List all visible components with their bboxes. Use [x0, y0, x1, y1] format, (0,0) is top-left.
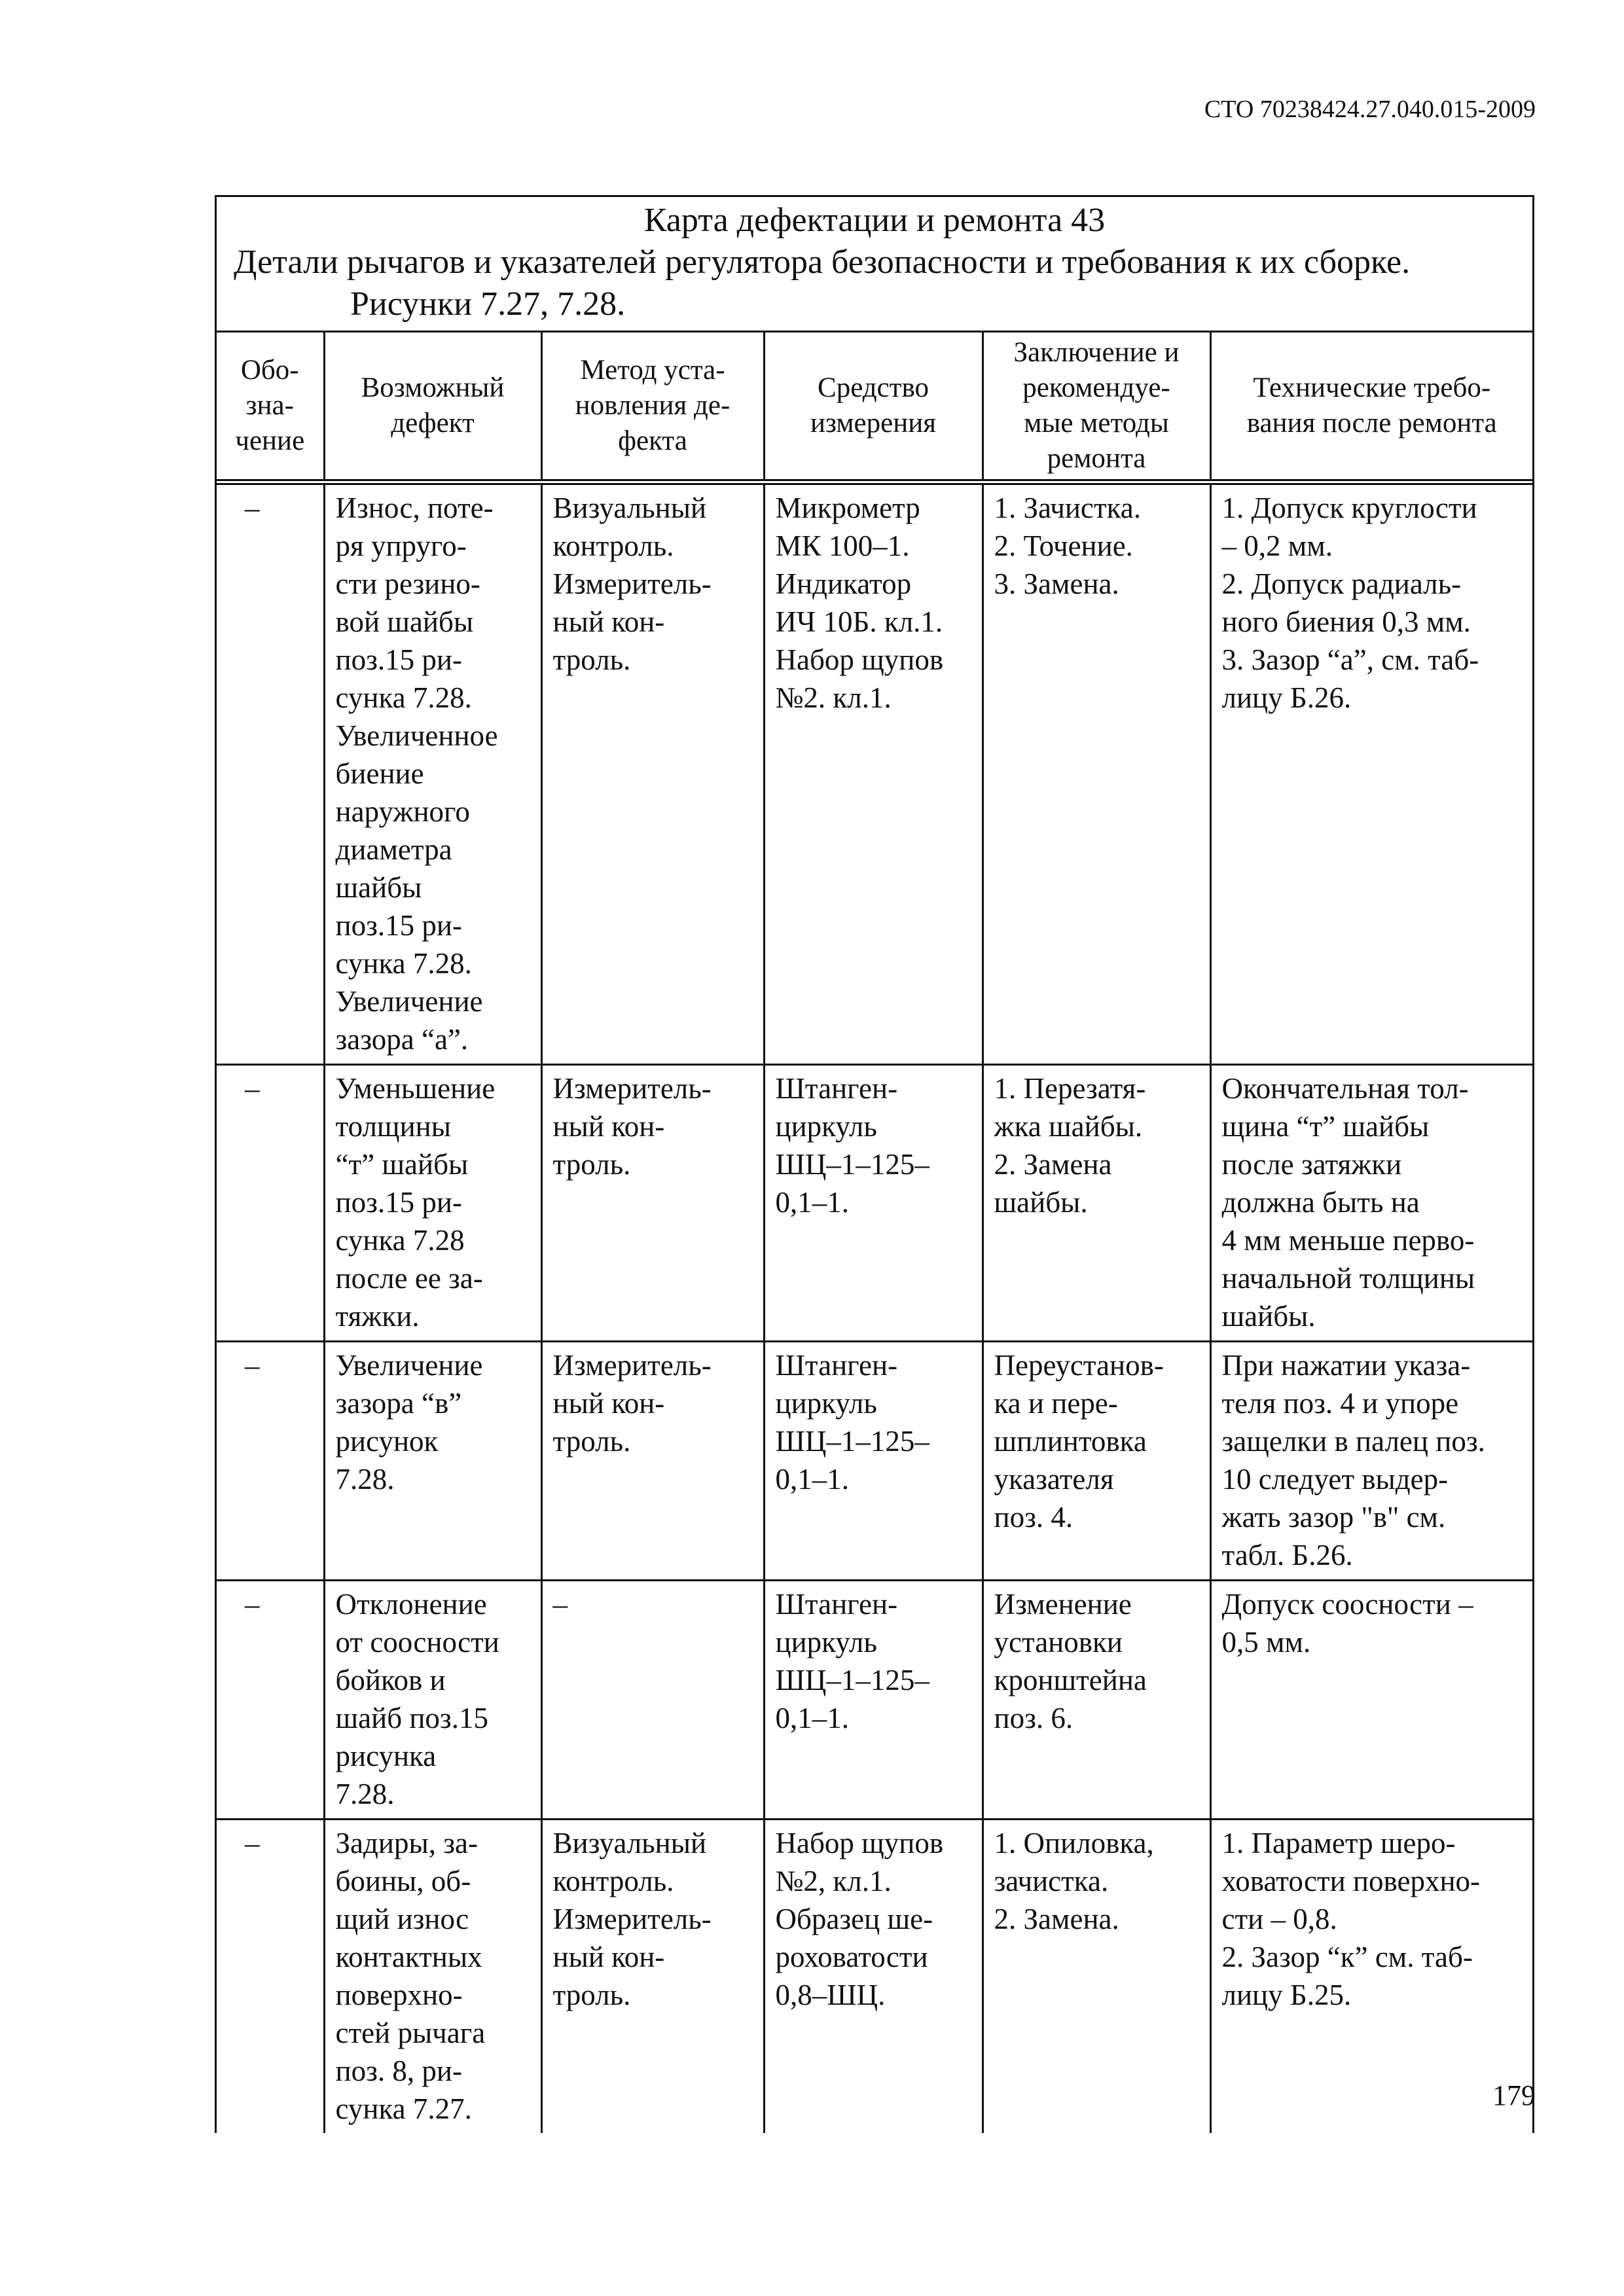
defect-cell	[324, 1065, 541, 1342]
tool-line: 0,1–1.	[775, 1702, 849, 1734]
tool-line: Штанген-	[775, 1072, 898, 1105]
method-cell	[541, 1820, 764, 2134]
requirements-line: шайбы.	[1221, 1300, 1316, 1333]
requirements-cell	[1210, 1581, 1532, 1820]
table-row	[217, 1065, 1532, 1342]
requirements-line: – 0,2 мм.	[1221, 529, 1333, 562]
method-line: Измеритель-	[552, 1072, 712, 1105]
tool-header	[764, 332, 983, 482]
requirements-line: 3. Зазор “а”, см. таб-	[1221, 643, 1479, 676]
requirements-line: ховатости поверхно-	[1221, 1865, 1481, 1897]
document-code: СТО 70238424.27.040.015-2009	[1204, 96, 1536, 123]
tool-line: 0,1–1.	[775, 1186, 849, 1219]
header-line: дефект	[391, 408, 475, 439]
requirements-line: При нажатии указа-	[1221, 1349, 1471, 1382]
tool-cell	[764, 482, 983, 1065]
designation-line: –	[245, 1827, 260, 1859]
defect-card	[215, 195, 1534, 2133]
requirements-cell	[1210, 1820, 1532, 2134]
designation-cell	[217, 1065, 324, 1342]
defect-cell	[324, 482, 541, 1065]
defect-line: 7.28.	[335, 1463, 395, 1496]
header-line: мые методы	[1024, 408, 1169, 439]
requirements-cell	[1210, 482, 1532, 1065]
requirements-cell	[1210, 1342, 1532, 1581]
method-line: троль.	[552, 1148, 631, 1181]
defect-line: Увеличенное	[335, 719, 498, 752]
conclusion-line: 1. Перезатя-	[994, 1072, 1146, 1105]
requirements-line: Окончательная тол-	[1221, 1072, 1469, 1105]
page-number: 179	[1492, 2079, 1536, 2111]
defect-line: от соосности	[335, 1626, 499, 1659]
conclusion-line: 2. Замена.	[994, 1903, 1119, 1935]
requirements-line: 1. Допуск круглости	[1221, 492, 1477, 524]
designation-line: –	[245, 1349, 260, 1382]
header-line: Метод уста-	[580, 355, 725, 386]
method-cell	[541, 1065, 764, 1342]
conclusion-cell	[983, 1581, 1210, 1820]
conclusion-line: шплинтовка	[994, 1425, 1147, 1458]
tool-line: циркуль	[775, 1626, 877, 1659]
requirements-cell	[1210, 1065, 1532, 1342]
tool-line: 0,8–ШЦ.	[775, 1979, 886, 2011]
defect-line: диаметра	[335, 833, 452, 866]
tool-line: циркуль	[775, 1110, 877, 1143]
header-line: Заключение и	[1013, 337, 1180, 368]
defect-line: Отклонение	[335, 1588, 487, 1621]
defect-cell	[324, 1581, 541, 1820]
defect-line: контактных	[335, 1941, 482, 1973]
defect-line: Увеличение	[335, 985, 483, 1018]
tool-line: ШЦ–1–125–	[775, 1664, 929, 1696]
requirements-line: 10 следует выдер-	[1221, 1463, 1449, 1496]
header-line: ремонта	[1047, 443, 1146, 474]
requirements-line: должна быть на	[1221, 1186, 1420, 1219]
method-cell	[541, 1342, 764, 1581]
defect-line: вой шайбы	[335, 605, 474, 638]
table-row	[217, 1820, 1532, 2134]
defect-line: сти резино-	[335, 567, 480, 600]
header-line: Обо-	[240, 355, 299, 386]
method-line: троль.	[552, 643, 631, 676]
header-line: Возможный	[361, 372, 505, 403]
requirements-line: жать зазор "в" см.	[1221, 1501, 1446, 1534]
method-line: Визуальный	[552, 492, 707, 524]
conclusion-line: поз. 6.	[994, 1702, 1074, 1734]
tool-line: Микрометр	[775, 492, 920, 524]
method-header	[541, 332, 764, 482]
requirements-line: 2. Зазор “к” см. таб-	[1221, 1941, 1473, 1973]
conclusion-line: Переустанов-	[994, 1349, 1164, 1382]
requirements-line: табл. Б.26.	[1221, 1539, 1353, 1571]
method-line: ный кон-	[552, 1387, 665, 1420]
defect-line: бойков и	[335, 1664, 446, 1696]
defect-line: наружного	[335, 795, 470, 828]
header-line: новления де-	[575, 390, 731, 421]
requirements-line: ного биения 0,3 мм.	[1221, 605, 1471, 638]
designation-cell	[217, 1820, 324, 2134]
card-figures: Рисунки 7.27, 7.28.	[350, 285, 626, 323]
defect-line: рисунок	[335, 1425, 439, 1458]
designation-cell	[217, 1342, 324, 1581]
requirements-line: Допуск соосности –	[1221, 1588, 1473, 1621]
method-line: Измеритель-	[552, 1349, 712, 1382]
tool-cell	[764, 1342, 983, 1581]
defect-line: после ее за-	[335, 1262, 483, 1295]
defect-line: Уменьшение	[335, 1072, 496, 1105]
tool-line: циркуль	[775, 1387, 877, 1420]
defect-line: щий износ	[335, 1903, 469, 1935]
defect-line: сунка 7.28	[335, 1224, 465, 1257]
requirements-line: лицу Б.26.	[1221, 681, 1352, 714]
conclusion-line: 2. Точение.	[994, 529, 1133, 562]
tool-cell	[764, 1581, 983, 1820]
card-title: Карта дефектации и ремонта 43	[643, 202, 1106, 239]
tool-line: МК 100–1.	[775, 529, 910, 562]
conclusion-line: установки	[994, 1626, 1123, 1659]
method-line: ный кон-	[552, 1110, 665, 1143]
table-row	[217, 482, 1532, 1065]
method-line: контроль.	[552, 529, 674, 562]
conclusion-line: 3. Замена.	[994, 567, 1119, 600]
requirements-line: 1. Параметр шеро-	[1221, 1827, 1456, 1859]
defect-line: зазора “а”.	[335, 1023, 469, 1056]
requirements-line: лицу Б.25.	[1221, 1979, 1352, 2011]
requirements-line: сти – 0,8.	[1221, 1903, 1337, 1935]
requirements-line: 2. Допуск радиаль-	[1221, 567, 1462, 600]
conclusion-line: Изменение	[994, 1588, 1132, 1621]
defect-line: сунка 7.27.	[335, 2092, 472, 2125]
tool-line: ИЧ 10Б. кл.1.	[775, 605, 943, 638]
tool-cell	[764, 1820, 983, 2134]
tool-line: Набор щупов	[775, 643, 944, 676]
defect-header	[324, 332, 541, 482]
requirements-line: теля поз. 4 и упоре	[1221, 1387, 1459, 1420]
designation-header	[217, 332, 324, 482]
header-line: вания после ремонта	[1246, 408, 1497, 439]
designation-cell	[217, 1581, 324, 1820]
tool-line: Индикатор	[775, 567, 912, 600]
defect-line: толщины	[335, 1110, 451, 1143]
card-header	[217, 197, 1532, 332]
conclusion-line: ка и пере-	[994, 1387, 1118, 1420]
conclusion-cell	[983, 482, 1210, 1065]
tool-line: ШЦ–1–125–	[775, 1425, 929, 1458]
designation-line: –	[245, 1588, 260, 1621]
conclusion-line: указателя	[994, 1463, 1114, 1496]
card-subtitle: Детали рычагов и указателей регулятора безопасности и требования к их сборке.	[234, 243, 1411, 281]
method-line: Измеритель-	[552, 1903, 712, 1935]
defect-line: сунка 7.28.	[335, 947, 472, 980]
header-line: измерения	[810, 408, 937, 439]
conclusion-line: зачистка.	[994, 1865, 1109, 1897]
method-line: контроль.	[552, 1865, 674, 1897]
defect-line: поз. 8, ри-	[335, 2054, 462, 2087]
requirements-line: начальной толщины	[1221, 1262, 1475, 1295]
defect-line: ря упруго-	[335, 529, 467, 562]
defect-line: поз.15 ри-	[335, 909, 462, 942]
defect-table	[217, 332, 1532, 2133]
defect-line: “т” шайбы	[335, 1148, 469, 1181]
conclusion-line: шайбы.	[994, 1186, 1088, 1219]
tool-line: Штанген-	[775, 1588, 898, 1621]
header-line: фекта	[618, 425, 687, 456]
defect-line: сунка 7.28.	[335, 681, 472, 714]
method-cell	[541, 1581, 764, 1820]
defect-line: рисунка	[335, 1740, 437, 1772]
defect-line: поз.15 ри-	[335, 643, 462, 676]
method-line: троль.	[552, 1425, 631, 1458]
table-body	[217, 482, 1532, 2134]
requirements-header	[1210, 332, 1532, 482]
defect-line: Задиры, за-	[335, 1827, 478, 1859]
defect-line: шайб поз.15	[335, 1702, 488, 1734]
header-line: рекомендуе-	[1022, 372, 1170, 403]
defect-line: стей рычага	[335, 2017, 486, 2049]
defect-line: поверхно-	[335, 1979, 463, 2011]
tool-cell	[764, 1065, 983, 1342]
conclusion-cell	[983, 1820, 1210, 2134]
method-line: ный кон-	[552, 1941, 665, 1973]
conclusion-cell	[983, 1065, 1210, 1342]
defect-cell	[324, 1820, 541, 2134]
defect-line: поз.15 ри-	[335, 1186, 462, 1219]
tool-line: роховатости	[775, 1941, 928, 1973]
defect-line: боины, об-	[335, 1865, 471, 1897]
header-line: чение	[235, 425, 305, 456]
tool-line: №2, кл.1.	[775, 1865, 892, 1897]
tool-line: ШЦ–1–125–	[775, 1148, 929, 1181]
requirements-line: 4 мм меньше перво-	[1221, 1224, 1475, 1257]
defect-line: тяжки.	[335, 1300, 420, 1333]
table-row	[217, 1342, 1532, 1581]
defect-cell	[324, 1342, 541, 1581]
method-line: –	[552, 1588, 568, 1621]
method-line: ный кон-	[552, 605, 665, 638]
requirements-line: 0,5 мм.	[1221, 1626, 1311, 1659]
designation-line: –	[245, 1072, 260, 1105]
designation-line: –	[245, 492, 260, 524]
header-line: Технические требо-	[1253, 372, 1491, 403]
conclusion-cell	[983, 1342, 1210, 1581]
requirements-line: щина “т” шайбы	[1221, 1110, 1430, 1143]
defect-line: шайбы	[335, 871, 422, 904]
conclusion-header	[983, 332, 1210, 482]
table-row	[217, 1581, 1532, 1820]
method-line: Измеритель-	[552, 567, 712, 600]
tool-line: Образец ше-	[775, 1903, 933, 1935]
tool-line: Штанген-	[775, 1349, 898, 1382]
defect-line: Увеличение	[335, 1349, 483, 1382]
requirements-line: защелки в палец поз.	[1221, 1425, 1485, 1458]
method-line: Визуальный	[552, 1827, 707, 1859]
header-line: Средство	[818, 372, 929, 403]
conclusion-line: 1. Опиловка,	[994, 1827, 1154, 1859]
conclusion-line: кронштейна	[994, 1664, 1147, 1696]
conclusion-line: 1. Зачистка.	[994, 492, 1141, 524]
table-header-row	[217, 332, 1532, 482]
header-line: зна-	[245, 390, 294, 421]
designation-cell	[217, 482, 324, 1065]
conclusion-line: поз. 4.	[994, 1501, 1074, 1534]
method-cell	[541, 482, 764, 1065]
defect-line: Износ, поте-	[335, 492, 494, 524]
defect-line: биение	[335, 757, 424, 790]
requirements-line: после затяжки	[1221, 1148, 1402, 1181]
conclusion-line: 2. Замена	[994, 1148, 1112, 1181]
method-line: троль.	[552, 1979, 631, 2011]
conclusion-line: жка шайбы.	[994, 1110, 1143, 1143]
defect-line: 7.28.	[335, 1778, 395, 1810]
tool-line: Набор щупов	[775, 1827, 944, 1859]
tool-line: №2. кл.1.	[775, 681, 892, 714]
tool-line: 0,1–1.	[775, 1463, 849, 1496]
defect-line: зазора “в”	[335, 1387, 462, 1420]
